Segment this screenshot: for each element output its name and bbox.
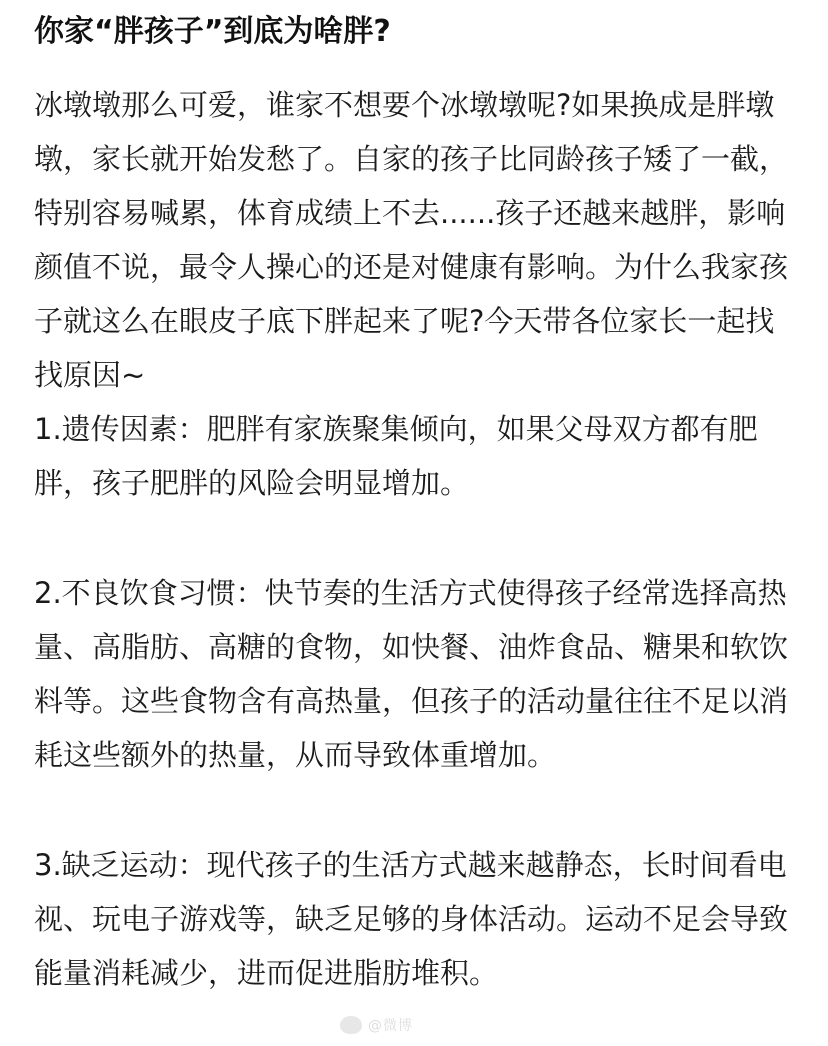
point-heredity: 1.遗传因素：肥胖有家族聚集倾向，如果父母双方都有肥胖，孩子肥胖的风险会明显增加。	[34, 412, 758, 500]
watermark-text: @微博	[368, 1018, 413, 1034]
intro-paragraph: 冰墩墩那么可爱，谁家不想要个冰墩墩呢?如果换成是胖墩墩，家长就开始发愁了。自家的孩子比同龄孩子矮了一截，特别容易喊累，体育成绩上不去......孩子还越来越胖，影响颜值不说，最令人操心的还是对健康有影响。为什么我家孩子就这么在眼皮子底下胖起来了呢?今天带各位家长一起找找原因~	[34, 88, 789, 392]
watermark	[340, 1014, 480, 1036]
weibo-logo-icon	[340, 1016, 362, 1034]
paragraph-gap	[34, 782, 802, 838]
point-exercise: 3.缺乏运动：现代孩子的生活方式越来越静态，长时间看电视、玩电子游戏等，缺乏足够的身体活动。运动不足会导致能量消耗减少，进而促进脂肪堆积。	[34, 848, 789, 990]
point-diet: 2.不良饮食习惯：快节奏的生活方式使得孩子经常选择高热量、高脂肪、高糖的食物，如快餐、油炸食品、糖果和软饮料等。这些食物含有高热量，但孩子的活动量往往不足以消耗这些额外的热量，从而导致体重增加。	[34, 576, 789, 772]
article-title: 你家“胖孩子”到底为啥胖?	[34, 14, 391, 49]
paragraph-gap	[34, 510, 802, 566]
